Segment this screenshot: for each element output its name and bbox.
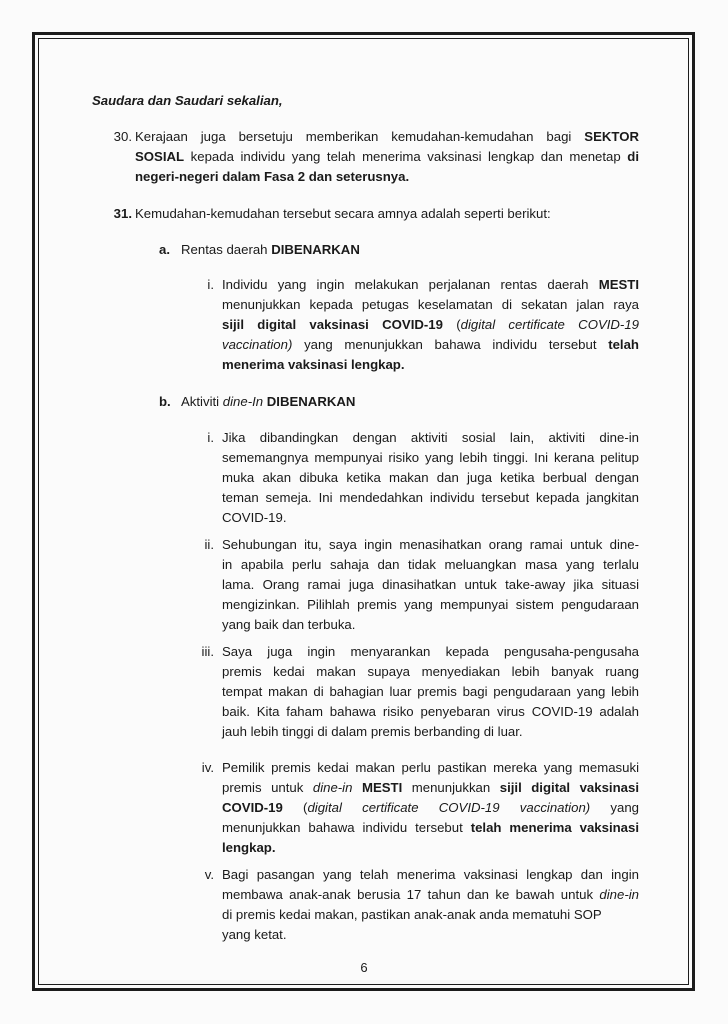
item-line: muka akan dibuka ketika makan dan juga ketika berbual dengan <box>222 470 639 485</box>
salutation: Saudara dan Saudari sekalian, <box>92 93 283 108</box>
paragraph-line: Kemudahan-kemudahan tersebut secara amnya adalah seperti berikut: <box>135 206 551 221</box>
item-line: Pemilik premis kedai makan perlu pastikan mereka yang memasuki <box>222 760 639 775</box>
item-line: menerima vaksinasi lengkap. <box>222 357 405 372</box>
paragraph-line: negeri-negeri dalam Fasa 2 dan seterusnya. <box>135 169 410 184</box>
item-line: Sehubungan itu, saya ingin menasihatkan orang ramai untuk dine- <box>222 537 639 552</box>
item-number: i. <box>207 277 214 292</box>
item-line: jauh lebih tinggi di dalam premis berbanding di luar. <box>222 724 523 739</box>
item-line: menunjukkan bahawa individu tersebut telah menerima vaksinasi <box>222 820 639 835</box>
item-line: di premis kedai makan, pastikan anak-anak anda mematuhi SOP <box>222 907 602 922</box>
item-number: i. <box>207 430 214 445</box>
item-line: COVID-19 (digital certificate COVID-19 vaccination) yang <box>222 800 639 815</box>
section-heading: Aktiviti dine-In DIBENARKAN <box>181 394 356 409</box>
item-line: yang ketat. <box>222 927 287 942</box>
page-number: 6 <box>360 960 368 975</box>
item-line: premis kedai makan supaya menyediakan lebih banyak ruang <box>222 664 639 679</box>
item-number: iii. <box>201 644 214 659</box>
item-line: tempat makan di bahagian luar premis bagi pengudaraan yang lebih <box>222 684 639 699</box>
item-line: lengkap. <box>222 840 276 855</box>
item-number: v. <box>204 867 214 882</box>
item-line: sememangnya mempunyai risiko yang lebih tinggi. Ini kerana pelitup <box>222 450 639 465</box>
paragraph-line: SOSIAL kepada individu yang telah menerima vaksinasi lengkap dan menetap di <box>135 149 639 164</box>
item-line: Jika dibandingkan dengan aktiviti sosial lain, aktiviti dine-in <box>222 430 639 445</box>
item-line: COVID-19. <box>222 510 287 525</box>
paragraph-line: Kerajaan juga bersetuju memberikan kemudahan-kemudahan bagi SEKTOR <box>135 129 639 144</box>
item-line: Individu yang ingin melakukan perjalanan rentas daerah MESTI <box>222 277 639 292</box>
section-heading: Rentas daerah DIBENARKAN <box>181 242 360 257</box>
item-line: yang baik dan terbuka. <box>222 617 356 632</box>
paragraph-number: 31. <box>113 206 132 221</box>
item-line: premis untuk dine-in MESTI menunjukkan sijil digital vaksinasi <box>222 780 639 795</box>
section-label: b. <box>159 394 171 409</box>
item-number: ii. <box>204 537 214 552</box>
item-line: lama. Orang ramai juga dinasihatkan untuk take-away jika situasi <box>222 577 639 592</box>
item-line: baik. Kita faham bahawa risiko penyebaran virus COVID-19 adalah <box>222 704 639 719</box>
item-line: membawa anak-anak berusia 17 tahun dan ke bawah untuk dine-in <box>222 887 639 902</box>
item-line: in apabila perlu sahaja dan tidak meluangkan masa yang terlalu <box>222 557 639 572</box>
item-line: mengizinkan. Pilihlah premis yang mempunyai sistem pengudaraan <box>222 597 639 612</box>
section-label: a. <box>159 242 170 257</box>
item-line: menunjukkan kepada petugas keselamatan di sekatan jalan raya <box>222 297 639 312</box>
item-line: teman semeja. Ini mendedahkan individu tersebut kepada jangkitan <box>222 490 639 505</box>
item-number: iv. <box>201 760 214 775</box>
item-line: Bagi pasangan yang telah menerima vaksinasi lengkap dan ingin <box>222 867 639 882</box>
item-line: sijil digital vaksinasi COVID-19 (digital certificate COVID-19 <box>222 317 639 332</box>
paragraph-number: 30. <box>113 129 132 144</box>
item-line: Saya juga ingin menyarankan kepada pengusaha-pengusaha <box>222 644 639 659</box>
item-line: vaccination) yang menunjukkan bahawa individu tersebut telah <box>222 337 639 352</box>
